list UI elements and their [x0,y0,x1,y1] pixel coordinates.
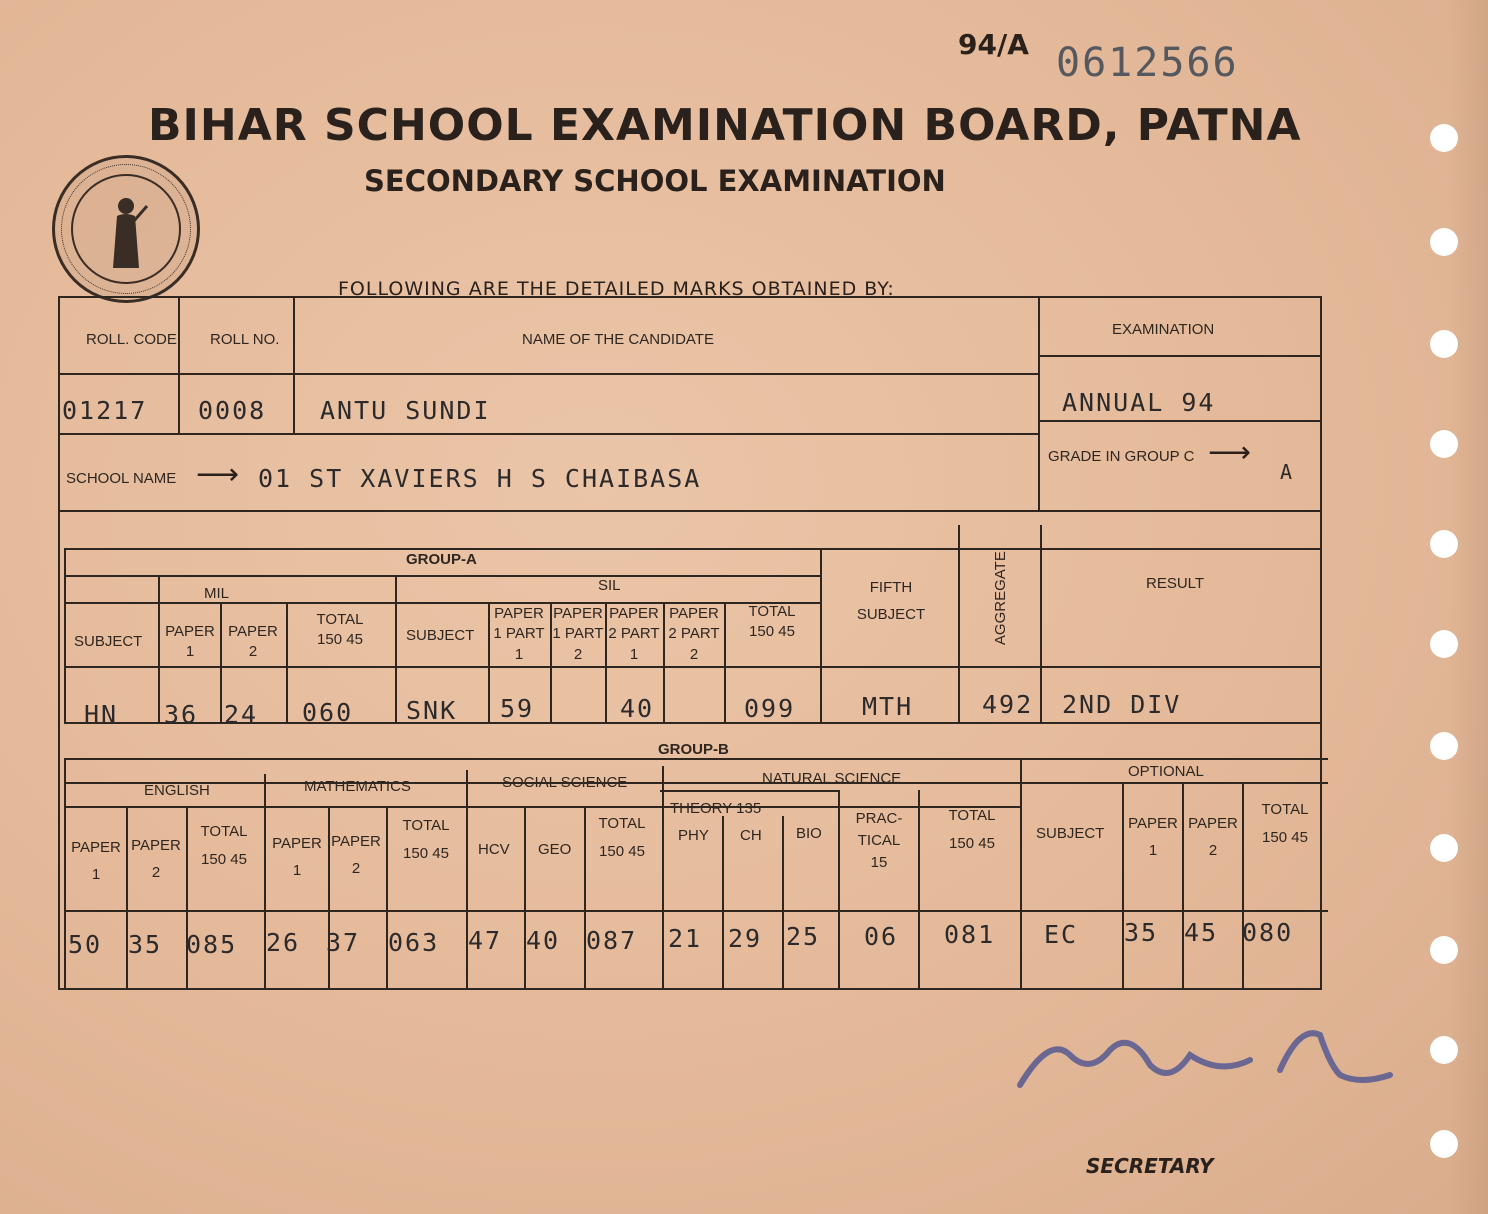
serial-number: 0612566 [1056,40,1239,86]
eng-p2-value: 35 [128,930,163,959]
roll-no-label: ROLL NO. [210,331,280,348]
punch-hole [1430,732,1458,760]
eng-paper2-label: PAPER 2 [131,837,181,881]
sil-p2p1-label: PAPER 2 PART 1 [608,605,660,663]
mil-total-value: 060 [302,698,354,727]
examination-label: EXAMINATION [1112,321,1215,338]
ss-total-label: TOTAL 150 45 [598,815,646,860]
punch-hole [1430,834,1458,862]
opt-paper1-label: PAPER 1 [1128,815,1178,859]
bio-value: 25 [786,922,821,951]
hcv-value: 47 [468,926,503,955]
sil-label: SIL [598,577,621,594]
punch-hole [1430,530,1458,558]
sil-subject-label: SUBJECT [406,627,475,644]
eng-p1-value: 50 [68,930,103,959]
sil-total-label: TOTAL 150 45 [748,603,796,641]
punch-hole [1430,1036,1458,1064]
punch-hole [1430,228,1458,256]
examination-value: ANNUAL 94 [1062,388,1216,417]
opt-p2-value: 45 [1184,918,1219,947]
ns-total-label: TOTAL 150 45 [948,807,996,852]
ch-label: CH [740,827,762,844]
sil-p1p1-label: PAPER 1 PART 1 [493,605,545,663]
opt-p1-value: 35 [1124,918,1159,947]
result-label: RESULT [1146,575,1205,592]
geo-value: 40 [526,926,561,955]
mil-paper2-label: PAPER 2 [228,623,278,661]
hcv-label: HCV [478,841,510,858]
mil-label: MIL [204,585,230,602]
math-total-value: 063 [388,928,440,957]
form-number: 94/A [958,28,1029,61]
roll-code-label: ROLL. CODE [86,331,177,348]
phy-label: PHY [678,827,709,844]
signature [1010,1015,1400,1100]
sil-p2p1-value: 40 [620,694,655,723]
arrow-right-icon: ⟶ [1208,436,1252,469]
math-paper2-label: PAPER 2 [331,833,381,877]
grade-group-c-label: GRADE IN GROUP C [1048,448,1195,465]
opt-paper2-label: PAPER 2 [1188,815,1238,859]
opt-total-value: 080 [1242,918,1294,947]
mil-subject-value: HN [84,700,119,729]
fifth-subject-value: MTH [862,692,914,721]
punch-hole [1430,936,1458,964]
geo-label: GEO [538,841,572,858]
social-science-label: SOCIAL SCIENCE [502,774,628,791]
aggregate-label: AGGREGATE [991,551,1009,646]
roll-no-value: 0008 [198,396,267,425]
sil-subject-value: SNK [406,696,458,725]
eng-total-label: TOTAL 150 45 [200,823,248,868]
math-p2-value: 37 [326,928,361,957]
torn-edge [1448,0,1488,1214]
marks-intro: FOLLOWING ARE THE DETAILED MARKS OBTAINED BY: [338,278,895,300]
grade-group-c-value: A [1280,460,1295,484]
math-total-label: TOTAL 150 45 [402,817,450,862]
sil-p1p2-label: PAPER 1 PART 2 [552,605,604,663]
punch-hole [1430,1130,1458,1158]
group-a-title: GROUP-A [406,551,477,568]
mil-subject-label: SUBJECT [74,633,143,650]
theory-label: THEORY 135 [670,800,762,817]
practical-label: PRAC- TICAL 15 [855,810,903,871]
result-value: 2ND DIV [1062,690,1182,719]
english-label: ENGLISH [144,782,210,799]
eng-paper1-label: PAPER 1 [71,839,121,883]
school-name-label: SCHOOL NAME [66,470,177,487]
math-paper1-label: PAPER 1 [272,835,322,879]
optional-label: OPTIONAL [1128,763,1204,780]
ch-value: 29 [728,924,763,953]
opt-subject-label: SUBJECT [1036,825,1105,842]
practical-value: 06 [864,922,899,951]
phy-value: 21 [668,924,703,953]
sil-total-value: 099 [744,694,796,723]
aggregate-value: 492 [982,690,1034,719]
board-title: BIHAR SCHOOL EXAMINATION BOARD, PATNA [148,100,1302,151]
natural-science-label: NATURAL SCIENCE [762,770,902,787]
opt-subject-value: EC [1044,920,1079,949]
mil-total-label: TOTAL 150 45 [316,611,364,649]
fifth-subject-label: FIFTH SUBJECT [856,579,926,623]
punch-hole [1430,330,1458,358]
punch-hole [1430,430,1458,458]
exam-title: SECONDARY SCHOOL EXAMINATION [364,164,946,198]
punch-hole [1430,124,1458,152]
arrow-right-icon: ⟶ [196,458,240,491]
mil-p2-value: 24 [224,700,259,729]
mathematics-label: MATHEMATICS [304,778,411,795]
school-name-value: 01 ST XAVIERS H S CHAIBASA [258,464,702,493]
punch-hole [1430,630,1458,658]
math-p1-value: 26 [266,928,301,957]
ns-total-value: 081 [944,920,996,949]
sil-p2p2-label: PAPER 2 PART 2 [668,605,720,663]
board-seal-icon [52,155,200,303]
group-b-title: GROUP-B [658,741,729,758]
mil-p1-value: 36 [164,700,199,729]
ss-total-value: 087 [586,926,638,955]
sil-p1p1-value: 59 [500,694,535,723]
candidate-name-value: ANTU SUNDI [320,396,491,425]
mil-paper1-label: PAPER 1 [165,623,215,661]
secretary-label: SECRETARY [1086,1154,1214,1178]
opt-total-label: TOTAL 150 45 [1261,801,1309,846]
candidate-name-label: NAME OF THE CANDIDATE [522,331,714,348]
roll-code-value: 01217 [62,396,148,425]
bio-label: BIO [796,825,822,842]
eng-total-value: 085 [186,930,238,959]
